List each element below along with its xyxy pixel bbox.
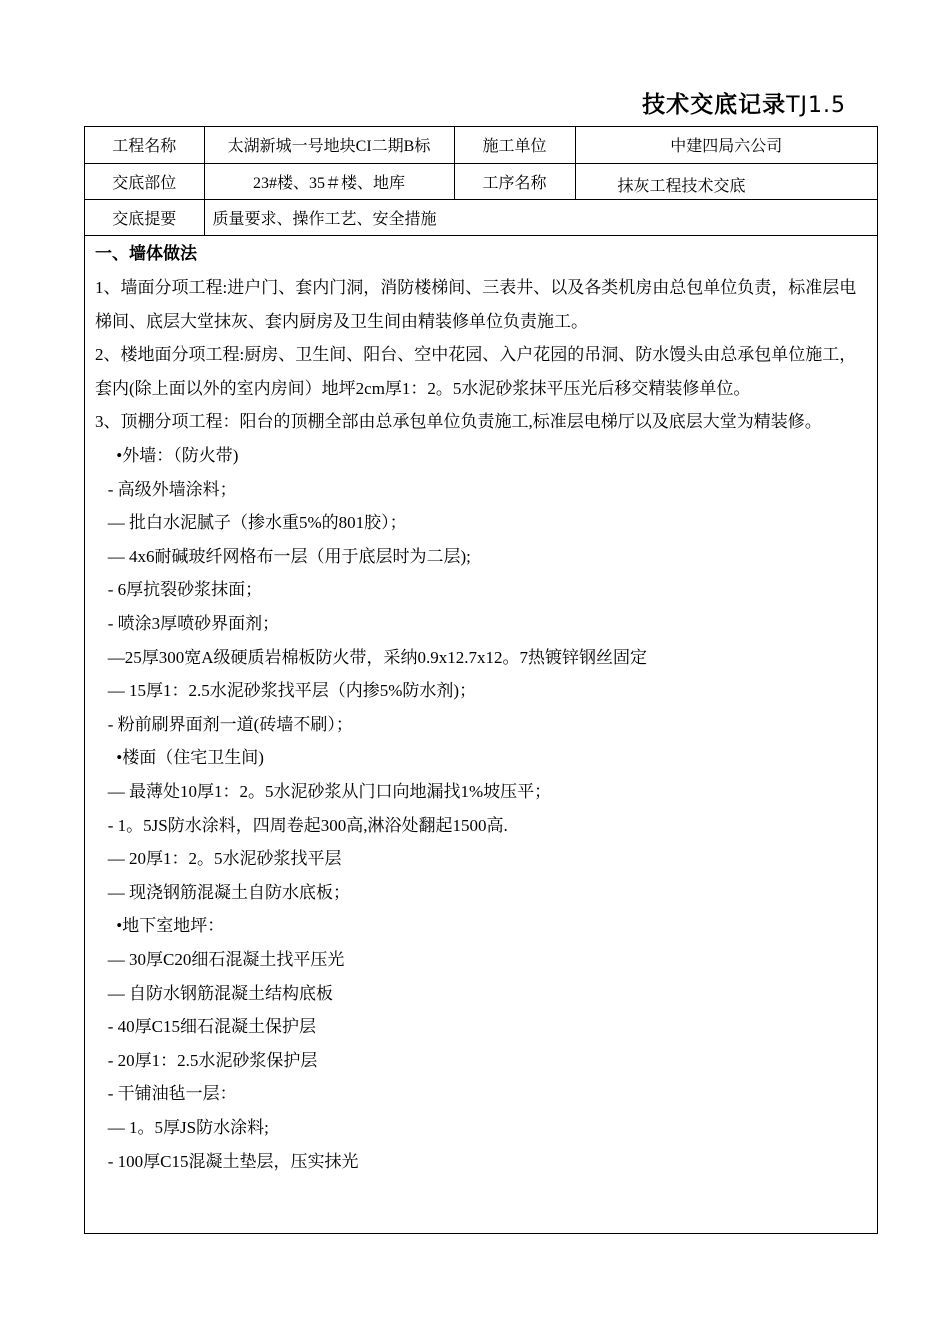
summary-value: 质量要求、操作工艺、安全措施 [204, 199, 877, 235]
spec-line: — 自防水钢筋混凝土结构底板 [95, 983, 333, 1003]
spec-line: — 1。5厚JS防水涂料; [95, 1117, 269, 1137]
spec-line: •楼面（住宅卫生间) [95, 748, 264, 768]
spec-line: - 粉前刷界面剂一道(砖墙不刷）； [95, 714, 353, 734]
spec-line: — 最薄处10厚1：2。5水泥砂浆从门口向地漏找1%坡压平； [95, 782, 552, 801]
spec-line: — 20厚1：2。5水泥砂浆找平层 [95, 849, 342, 869]
process-value: 抹灰工程技术交底 [575, 163, 877, 199]
spec-line: - 1。5JS防水涂料，四周卷起300高,淋浴处翻起1500高. [95, 815, 508, 835]
location-label: 交底部位 [85, 163, 204, 199]
spec-line: - 喷涂3厚喷砂界面剂； [95, 614, 280, 634]
project-name-value: 太湖新城一号地块CI二期B标 [204, 127, 454, 163]
content-body [85, 236, 877, 1179]
summary-label: 交底提要 [85, 199, 204, 235]
paragraph: 2、楼地面分项工程:厨房、卫生间、阳台、空中花园、入户花园的吊洞、防水馒头由总承包单位施工，套内(除上面以外的室内房间）地坪2cm厚1：2。5水泥砂浆抹平压光后移交精装修单位。 [95, 345, 857, 398]
spec-line: •外墙：（防火带) [95, 446, 239, 466]
record-sheet [84, 126, 878, 1234]
spec-line: - 40厚C15细石混凝土保护层 [95, 1017, 316, 1037]
contractor-value: 中建四局六公司 [575, 127, 877, 163]
info-row-location [85, 163, 877, 199]
info-row-project [85, 127, 877, 163]
document-title-text: 技术交底记录 [642, 92, 787, 118]
document-title [642, 86, 846, 119]
spec-line: — 4x6耐碱玻纤网格布一层（用于底层时为二层); [95, 546, 471, 566]
spec-line: — 15厚1：2.5水泥砂浆找平层（内掺5%防水剂)； [95, 681, 477, 701]
spec-line: - 100厚C15混凝土垫层，压实抹光 [95, 1151, 359, 1171]
process-label: 工序名称 [454, 163, 575, 199]
section-heading: 一、墙体做法 [95, 243, 197, 264]
spec-line: - 高级外墙涂料； [95, 479, 237, 499]
spec-line: - 20厚1：2.5水泥砂浆保护层 [95, 1050, 318, 1070]
spec-line: — 批白水泥腻子（掺水重5%的801胶）； [95, 513, 407, 533]
spec-line: - 干铺油毡一层： [95, 1084, 237, 1104]
spec-line: •地下室地坪： [95, 916, 225, 936]
spec-line: —25厚300宽A级硬质岩棉板防火带，采纳0.9x12.7x12。7热镀锌钢丝固定 [95, 647, 648, 667]
project-name-label: 工程名称 [85, 127, 204, 163]
spec-line: — 现浇钢筋混凝土自防水底板； [95, 882, 350, 902]
paragraph: 1、墙面分项工程:进户门、套内门洞，消防楼梯间、三表井、以及各类机房由总包单位负责，标准层电梯间、底层大堂抹灰、套内厨房及卫生间由精装修单位负责施工。 [95, 278, 857, 331]
info-row-summary [85, 199, 877, 235]
spec-line: — 30厚C20细石混凝土找平压光 [95, 949, 345, 969]
contractor-label: 施工单位 [454, 127, 575, 163]
location-value: 23#楼、35＃楼、地库 [204, 163, 454, 199]
spec-line: - 6厚抗裂砂浆抹面； [95, 580, 263, 600]
document-code: TJ1.5 [786, 93, 846, 118]
paragraph: 3、顶棚分项工程：阳台的顶棚全部由总承包单位负责施工,标准层电梯厅以及底层大堂为精装修。 [95, 412, 822, 432]
info-table [85, 127, 877, 236]
